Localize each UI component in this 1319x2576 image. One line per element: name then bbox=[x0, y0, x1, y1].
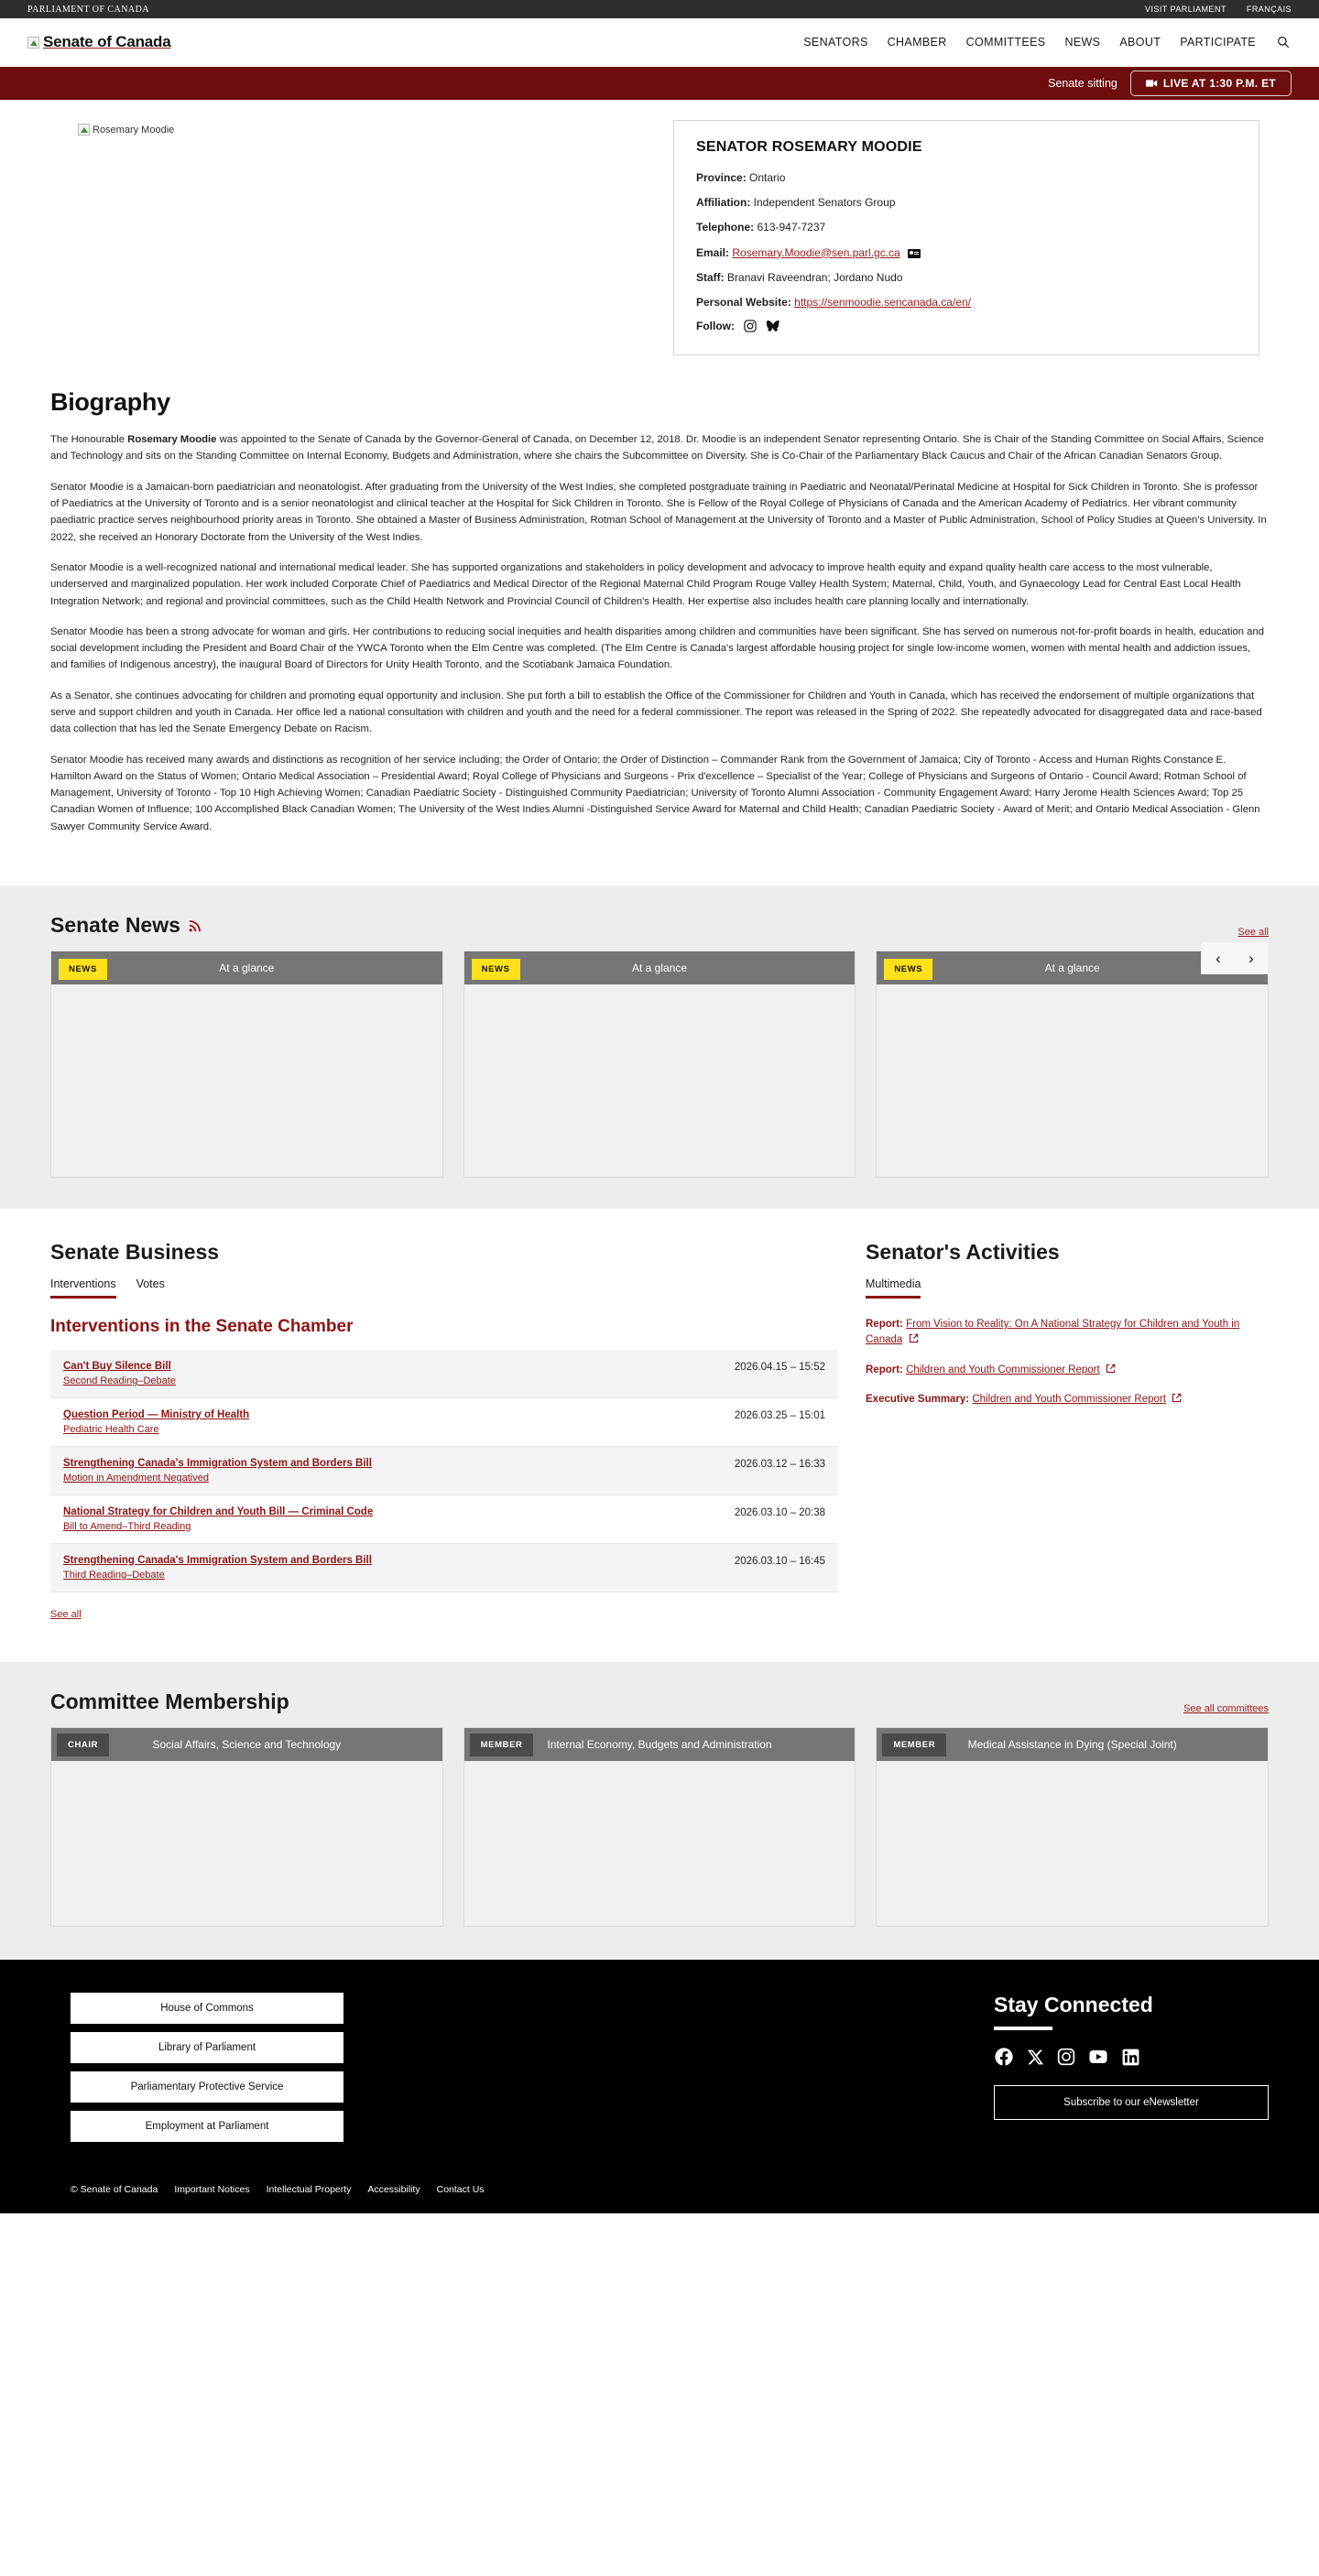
province-label: Province: bbox=[696, 171, 747, 184]
utility-bar bbox=[0, 0, 1319, 18]
email-row bbox=[696, 245, 1237, 260]
footer-link-house-of-commons[interactable]: House of Commons bbox=[71, 1993, 343, 2024]
affiliation-row bbox=[696, 195, 1237, 210]
email-label: Email: bbox=[696, 245, 730, 259]
intervention-subtitle-link[interactable]: Motion in Amendment Negatived bbox=[63, 1473, 209, 1484]
live-broadcast-label: LIVE AT 1:30 P.M. ET bbox=[1162, 77, 1276, 90]
copyright-text: © Senate of Canada bbox=[71, 2184, 158, 2196]
footer-link-parliamentary-protective-service[interactable]: Parliamentary Protective Service bbox=[71, 2071, 343, 2103]
broken-image-icon bbox=[27, 37, 39, 49]
senator-name-heading: SENATOR ROSEMARY MOODIE bbox=[696, 139, 922, 155]
intervention-date: 2026.03.10 – 20:38 bbox=[734, 1507, 825, 1519]
news-card-caption: At a glance bbox=[464, 951, 856, 984]
stay-connected-heading: Stay Connected bbox=[994, 1993, 1153, 2017]
biography-paragraph-4: Senator Moodie has been a strong advocate for woman and girls. Her contributions to reducing social inequities and health disparities among children and communities have been significant. She has served on numerous not-for-profit boards in health, education and social development including the President and Board Chair of the YWCA Toronto when the Elm Centre was completed. (The Elm Centre is Canada's largest affordable housing project for single low-income women, women with mental health and addiction issues, and families of Indigenous ancestry), the inaugural Board of Directors for Unity Health Toronto, and the Scotiabank Jamaica Foundation. bbox=[50, 625, 1265, 671]
vcard-icon[interactable] bbox=[908, 249, 921, 258]
senate-business-heading: Senate Business bbox=[50, 1240, 220, 1265]
biography-paragraph-1 bbox=[50, 431, 1269, 465]
intervention-row bbox=[50, 1447, 838, 1495]
francais-language-link[interactable]: FRANÇAIS bbox=[1246, 5, 1292, 14]
affiliation-label: Affiliation: bbox=[696, 196, 751, 210]
x-twitter-icon[interactable] bbox=[1027, 2049, 1044, 2066]
footer-link-contact-us[interactable]: Contact Us bbox=[436, 2184, 485, 2196]
parliament-of-canada-link[interactable]: PARLIAMENT OF CANADA bbox=[27, 4, 149, 15]
news-badge: NEWS bbox=[884, 959, 932, 980]
follow-label: Follow: bbox=[696, 320, 735, 333]
search-icon[interactable] bbox=[1275, 36, 1292, 49]
nav-item-chamber[interactable]: CHAMBER bbox=[887, 36, 947, 49]
multimedia-item-prefix: Report: bbox=[866, 1319, 903, 1331]
senator-photo-container bbox=[50, 120, 673, 136]
youtube-icon[interactable] bbox=[1088, 2047, 1108, 2067]
committee-role-badge: MEMBER bbox=[470, 1734, 534, 1756]
telephone-row bbox=[696, 220, 1237, 234]
committee-card[interactable] bbox=[463, 1727, 856, 1927]
multimedia-list bbox=[866, 1317, 1269, 1408]
email-address-link[interactable]: Rosemary.Moodie@sen.parl.gc.ca bbox=[732, 245, 900, 259]
subscribe-newsletter-button[interactable]: Subscribe to our eNewsletter bbox=[994, 2085, 1269, 2120]
interventions-see-all-link[interactable]: See all bbox=[50, 1609, 82, 1621]
senate-news-heading-text: Senate News bbox=[50, 913, 180, 938]
senate-business-section bbox=[0, 1209, 1319, 1662]
intervention-title-link[interactable]: National Strategy for Children and Youth Bill — Criminal Code bbox=[63, 1506, 374, 1518]
nav-item-news[interactable]: NEWS bbox=[1064, 36, 1101, 49]
committee-role-badge: CHAIR bbox=[57, 1734, 109, 1756]
committee-membership-section bbox=[0, 1662, 1319, 1960]
footer-link-important-notices[interactable]: Important Notices bbox=[174, 2184, 250, 2196]
intervention-date: 2026.03.12 – 16:33 bbox=[734, 1459, 825, 1471]
footer-link-intellectual-property[interactable]: Intellectual Property bbox=[266, 2184, 352, 2196]
senate-sitting-live-bar bbox=[0, 67, 1319, 100]
news-card[interactable] bbox=[50, 951, 443, 1178]
multimedia-item-prefix: Report: bbox=[866, 1364, 903, 1375]
personal-website-label: Personal Website: bbox=[696, 295, 791, 309]
footer-link-accessibility[interactable]: Accessibility bbox=[367, 2184, 420, 2196]
visit-parliament-link[interactable]: VISIT PARLIAMENT bbox=[1145, 5, 1226, 14]
intervention-subtitle-link[interactable]: Second Reading–Debate bbox=[63, 1375, 176, 1387]
external-link-icon bbox=[909, 1333, 919, 1349]
intervention-title-link[interactable]: Can't Buy Silence Bill bbox=[63, 1361, 171, 1373]
multimedia-item-prefix: Executive Summary: bbox=[866, 1393, 970, 1405]
instagram-icon[interactable] bbox=[744, 320, 757, 332]
bio-lead-text: The Honourable bbox=[50, 434, 128, 446]
nav-item-committees[interactable]: COMMITTEES bbox=[965, 36, 1046, 49]
nav-item-senators[interactable]: SENATORS bbox=[803, 36, 868, 49]
news-card-caption: At a glance bbox=[877, 951, 1268, 984]
footer-link-employment-at-parliament[interactable]: Employment at Parliament bbox=[71, 2111, 343, 2142]
site-header bbox=[0, 18, 1319, 67]
stay-connected-column bbox=[994, 1993, 1269, 2142]
news-see-all-link[interactable]: See all bbox=[1237, 927, 1269, 939]
biography-paragraph-5: As a Senator, she continues advocating for children and promoting equal opportunity and inclusion. She put forth a bill to establish the Office of the Commissioner for Children and Youth in Canada, which has received the endorsement of multiple organizations that serve and support children and youth in Canada. Her office led a national consultation with children and youth and the need for a federal commissioner. The report was released in the Spring of 2022. She repeatedly advocated for disaggregated data and race-based data collection that has led the Senate Emergency Debate on Racism. bbox=[50, 690, 1262, 735]
main-navigation bbox=[803, 36, 1292, 49]
intervention-title-link[interactable]: Strengthening Canada's Immigration System and Borders Bill bbox=[63, 1555, 372, 1567]
nav-item-participate[interactable]: PARTICIPATE bbox=[1180, 36, 1256, 49]
affiliation-value: Independent Senators Group bbox=[753, 196, 896, 210]
senator-activities-heading: Senator's Activities bbox=[866, 1240, 1060, 1265]
footer-bottom-bar bbox=[50, 2169, 1269, 2213]
intervention-date: 2026.03.25 – 15:01 bbox=[734, 1410, 825, 1422]
intervention-title-link[interactable]: Strengthening Canada's Immigration System and Borders Bill bbox=[63, 1458, 372, 1470]
province-value: Ontario bbox=[749, 171, 786, 184]
telephone-label: Telephone: bbox=[696, 221, 755, 234]
chevron-right-icon[interactable]: › bbox=[1235, 942, 1268, 973]
facebook-icon[interactable] bbox=[994, 2047, 1014, 2067]
intervention-subtitle-link[interactable]: Bill to Amend–Third Reading bbox=[63, 1521, 191, 1533]
biography-paragraph-6: Senator Moodie has received many awards and distinctions as recognition of her service including; the Order of Ontario; the Order of Distinction – Commander Rank from the Government of Jamaica; City of Toronto - Access and Human Rights Constance E. Hamilton Award on the Status of Women; Ontario Medical Association – Presidential Award; Royal College of Physicians and Surgeons - Prix d'excellence – Specialist of the Year; College of Physicians and Surgeons of Ontario - Council Award; Rotman School of Management, University of Toronto - Top 10 High Achieving Women; Canadian Paediatric Society - Distinguished Community Paediatrician; University of Toronto Alumni Association - Community Engagement Award; Harry Jerome Health Sciences Award; Top 25 Canadian Women of Influence; 100 Accomplished Black Canadian Women; The University of the West Indies Alumni -Distinguished Service Award for Maternal and Child Health; Canadian Paediatric Society - Award of Merit; and Ontario Medical Association - Glenn Sawyer Community Service Award. bbox=[50, 754, 1260, 832]
multimedia-item-link[interactable]: Children and Youth Commissioner Report bbox=[972, 1393, 1166, 1405]
linkedin-icon[interactable] bbox=[1121, 2048, 1140, 2067]
multimedia-item bbox=[866, 1392, 1269, 1408]
senator-profile-section bbox=[0, 100, 1319, 355]
nav-item-about[interactable]: ABOUT bbox=[1119, 36, 1161, 49]
intervention-title-link[interactable]: Question Period — Ministry of Health bbox=[63, 1409, 250, 1421]
intervention-row bbox=[50, 1495, 838, 1544]
biography-section bbox=[50, 355, 1269, 886]
committee-card[interactable] bbox=[876, 1727, 1269, 1927]
senator-photo-alt-text: Rosemary Moodie bbox=[93, 124, 175, 136]
intervention-row bbox=[50, 1350, 838, 1398]
live-broadcast-button[interactable] bbox=[1130, 71, 1292, 96]
bio-rest-text: was appointed to the Senate of Canada by the Governor-General of Canada, on December 12, 2018. Dr. Moodie is an independent Senator representing Ontario. She is Chair of the Standing Committee on Social Affairs, Science and Technology and sits on the Standing Committee on Internal Economy, Budgets and Administration, where she chairs the Subcommittee on Diversity. She is Co-Chair of the Parliamentary Black Caucus and Chair of the African Canadian Senators Group. bbox=[50, 434, 1264, 462]
tab-multimedia[interactable]: Multimedia bbox=[866, 1277, 921, 1299]
senate-news-heading bbox=[50, 913, 203, 938]
bluesky-icon[interactable] bbox=[766, 320, 780, 332]
senator-info-card bbox=[673, 120, 1259, 355]
senator-activities-column bbox=[866, 1240, 1269, 1622]
telephone-value: 613-947-7237 bbox=[757, 221, 826, 234]
stay-connected-divider bbox=[994, 2027, 1052, 2030]
intervention-row bbox=[50, 1398, 838, 1447]
biography-paragraph-2: Senator Moodie is a Jamaican-born paediatrician and neonatologist. After graduating from the University of the West Indies, she completed postgraduate training in Paediatric and Neonatal/Perinatal Medicine at Hospital for Sick Children in Toronto. She is professor of Paediatrics at the University of Toronto and is a senior neonatologist and clinical teacher at the Hospital for Sick Children in Toronto. She is Fellow of the Royal College of Physicians of Canada and the American Academy of Pediatrics. Her vibrant community paediatric practice serves neighbourhood priority areas in Toronto. She obtained a Master of Business Administration, Rotman School of Management at the University of Toronto and a Master of Public Administration, School of Policy Studies at Queen's University. In 2022, she received an Honorary Doctorate from the University of the West Indies. bbox=[50, 481, 1267, 543]
personal-website-row bbox=[696, 295, 1237, 310]
intervention-subtitle-link[interactable]: Pediatric Health Care bbox=[63, 1424, 159, 1436]
intervention-subtitle-link[interactable]: Third Reading–Debate bbox=[63, 1570, 165, 1581]
senate-news-section bbox=[0, 886, 1319, 1209]
multimedia-item-link[interactable]: From Vision to Reality: On A National Strategy for Children and Youth in Canada bbox=[866, 1319, 1240, 1346]
biography-heading: Biography bbox=[50, 388, 170, 417]
site-footer bbox=[0, 1960, 1319, 2213]
senate-sitting-label: Senate sitting bbox=[1048, 77, 1117, 90]
site-logo-alt-text: Senate of Canada bbox=[43, 33, 171, 50]
staff-label: Staff: bbox=[696, 270, 725, 284]
biography-paragraph-3: Senator Moodie is a well-recognized national and international medical leader. She has supported organizations and stakeholders in policy development and advocacy to improve health equity and expand quality health care access to the most vulnerable, underserved and marginalized population. Her work included Corporate Chief of Paediatrics and Medical Director of the Regional Maternal Child Program Rouge Valley Health System; Maternal, Child, Youth, and Gynaecology Lead for Central East Local Health Integration Network; and regional and provincial committees, such as the Child Health Network and Provincial Council of Children's Health. Her expertise also includes health care planning locally and internationally. bbox=[50, 561, 1241, 607]
bio-senator-name: Rosemary Moodie bbox=[127, 434, 217, 446]
committee-card-caption: Medical Assistance in Dying (Special Joint) bbox=[877, 1728, 1268, 1761]
chevron-left-icon[interactable]: ‹ bbox=[1202, 942, 1235, 973]
video-camera-icon bbox=[1146, 79, 1158, 88]
committee-card[interactable] bbox=[50, 1727, 443, 1927]
interventions-list bbox=[50, 1350, 838, 1592]
intervention-row bbox=[50, 1544, 838, 1592]
rss-icon[interactable] bbox=[188, 918, 203, 933]
instagram-icon[interactable] bbox=[1057, 2048, 1075, 2066]
news-card-caption: At a glance bbox=[51, 951, 442, 984]
news-carousel-controls bbox=[1201, 941, 1269, 974]
senate-logo-link[interactable] bbox=[27, 33, 170, 51]
news-card[interactable] bbox=[876, 951, 1269, 1178]
committee-cards bbox=[50, 1727, 1269, 1927]
intervention-date: 2026.04.15 – 15:52 bbox=[734, 1362, 825, 1374]
committee-card-caption: Internal Economy, Budgets and Administration bbox=[464, 1728, 856, 1761]
interventions-title: Interventions in the Senate Chamber bbox=[50, 1317, 354, 1337]
follow-row bbox=[696, 320, 1237, 332]
committee-role-badge: MEMBER bbox=[882, 1734, 946, 1756]
see-all-committees-link[interactable]: See all committees bbox=[1183, 1703, 1269, 1715]
footer-link-library-of-parliament[interactable]: Library of Parliament bbox=[71, 2032, 343, 2063]
staff-value: Branavi Raveendran; Jordano Nudo bbox=[727, 270, 903, 284]
intervention-date: 2026.03.10 – 16:45 bbox=[734, 1556, 825, 1568]
multimedia-item bbox=[866, 1363, 1269, 1379]
footer-link-list bbox=[50, 1993, 343, 2142]
social-links bbox=[994, 2047, 1269, 2067]
province-row bbox=[696, 170, 1237, 185]
personal-website-link[interactable]: https://senmoodie.sencanada.ca/en/ bbox=[794, 295, 971, 309]
staff-row bbox=[696, 270, 1237, 285]
multimedia-item bbox=[866, 1317, 1269, 1350]
committee-membership-heading: Committee Membership bbox=[50, 1690, 289, 1714]
news-badge: NEWS bbox=[472, 959, 520, 980]
business-tabs bbox=[50, 1277, 838, 1299]
external-link-icon bbox=[1172, 1393, 1182, 1408]
news-badge: NEWS bbox=[59, 959, 107, 980]
multimedia-item-link[interactable]: Children and Youth Commissioner Report bbox=[906, 1364, 1100, 1375]
external-link-icon bbox=[1106, 1364, 1116, 1379]
news-card[interactable] bbox=[463, 951, 856, 1178]
activities-tabs bbox=[866, 1277, 1269, 1299]
broken-image-icon bbox=[78, 124, 90, 136]
senate-business-column bbox=[50, 1240, 838, 1622]
tab-votes[interactable]: Votes bbox=[136, 1277, 165, 1299]
tab-interventions[interactable]: Interventions bbox=[50, 1277, 116, 1299]
committee-card-caption: Social Affairs, Science and Technology bbox=[51, 1728, 442, 1761]
news-carousel bbox=[50, 951, 1269, 1178]
